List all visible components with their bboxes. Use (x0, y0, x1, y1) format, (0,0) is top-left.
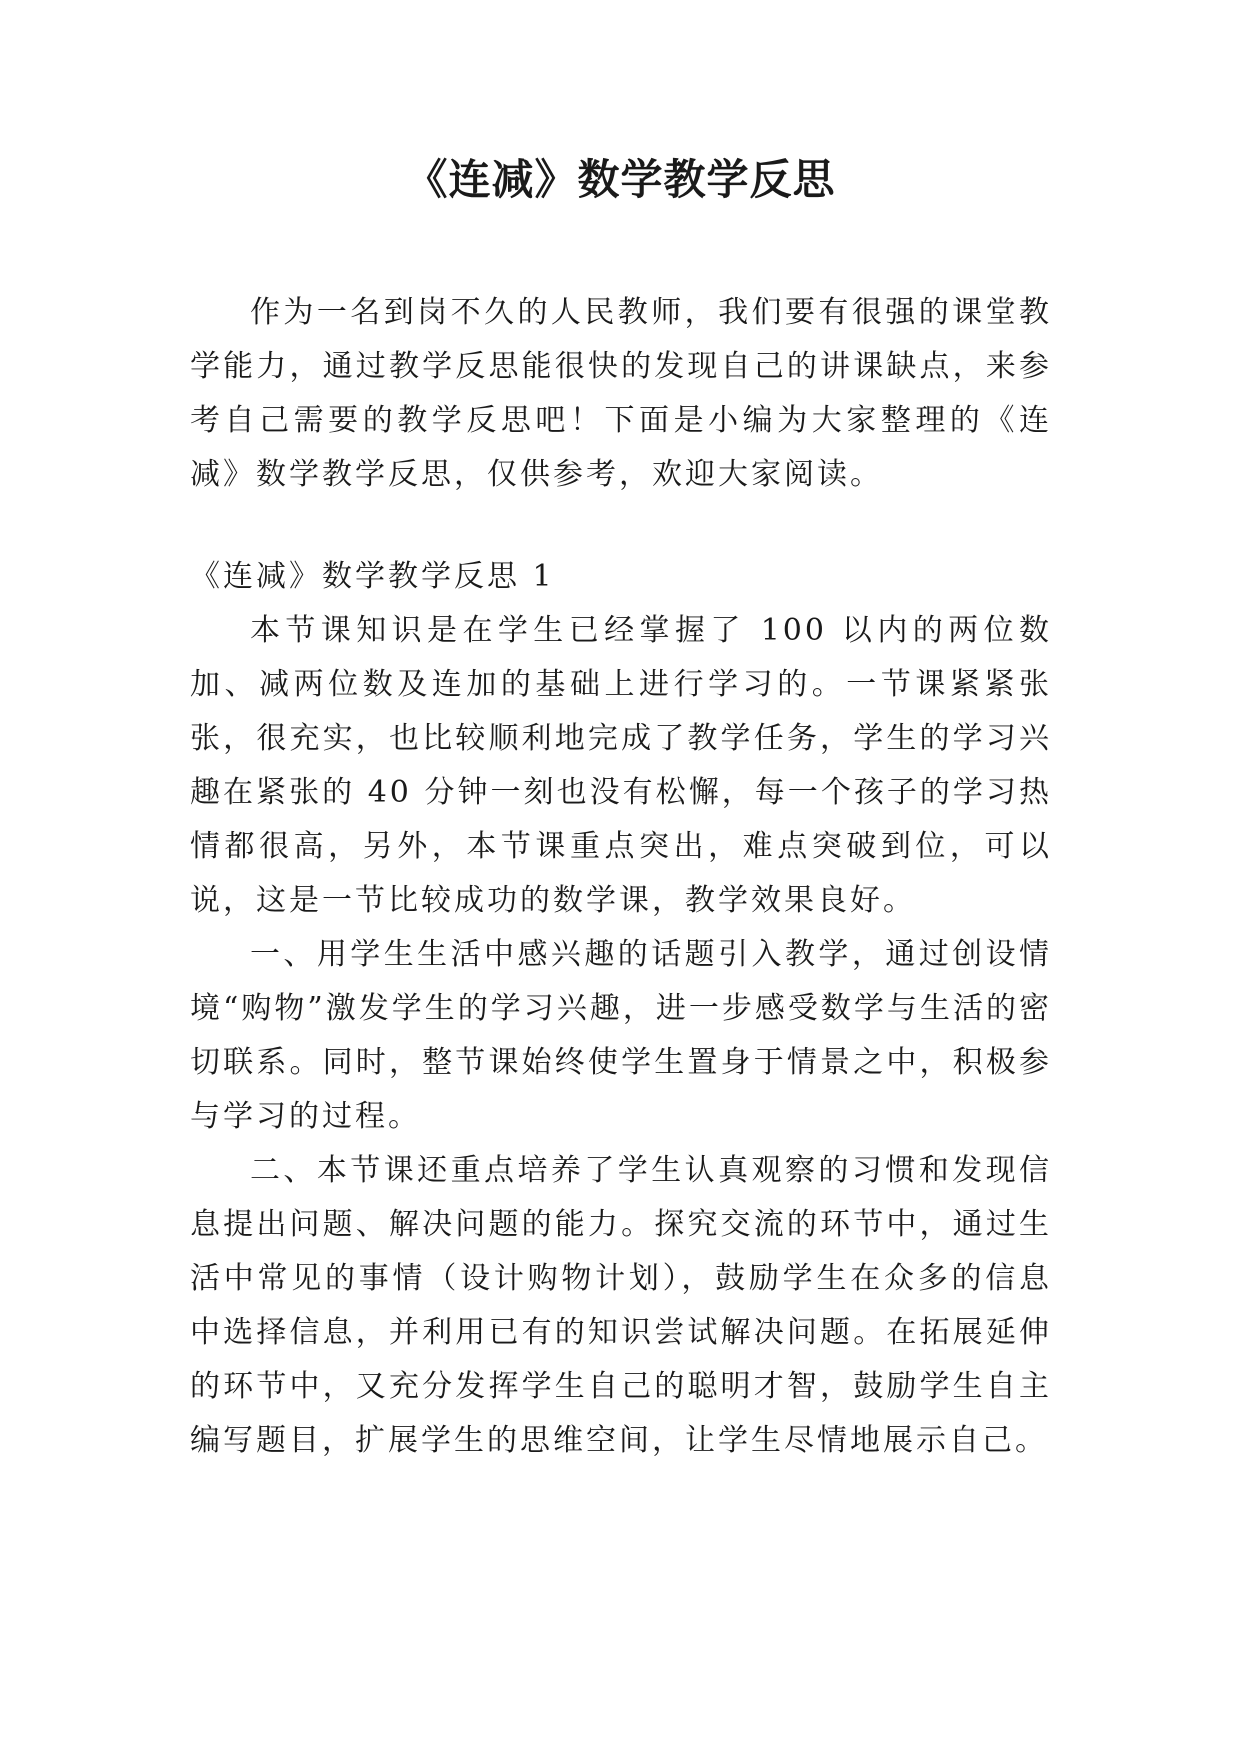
intro-paragraph: 作为一名到岗不久的人民教师，我们要有很强的课堂教学能力，通过教学反思能很快的发现自己的讲课缺点，来参考自己需要的教学反思吧！下面是小编为大家整理的《连减》数学教学反思，仅供参考，欢迎大家阅读。 (190, 295, 1052, 492)
document-body (190, 286, 1052, 1468)
body-paragraph: 二、本节课还重点培养了学生认真观察的习惯和发现信息提出问题、解决问题的能力。探究交流的环节中，通过生活中常见的事情（设计购物计划），鼓励学生在众多的信息中选择信息，并利用已有的知识尝试解决问题。在拓展延伸的环节中，又充分发挥学生自己的聪明才智，鼓励学生自主编写题目，扩展学生的思维空间，让学生尽情地展示自己。 (190, 1153, 1052, 1458)
spacer (190, 502, 1052, 550)
body-paragraph: 一、用学生生活中感兴趣的话题引入教学，通过创设情境“购物”激发学生的学习兴趣，进一步感受数学与生活的密切联系。同时，整节课始终使学生置身于情景之中，积极参与学习的过程。 (190, 937, 1052, 1134)
document-title: 《连减》数学教学反思 (405, 155, 836, 204)
body-paragraph: 本节课知识是在学生已经掌握了 100 以内的两位数加、减两位数及连加的基础上进行学习的。一节课紧紧张张，很充实，也比较顺利地完成了教学任务，学生的学习兴趣在紧张的 40 分钟一刻也没有松懈，每一个孩子的学习热情都很高，另外，本节课重点突出，难点突破到位，可以说，这是一节比较成功的数学课，教学效果良好。 (190, 613, 1052, 918)
section-heading: 《连减》数学教学反思 1 (190, 559, 555, 594)
